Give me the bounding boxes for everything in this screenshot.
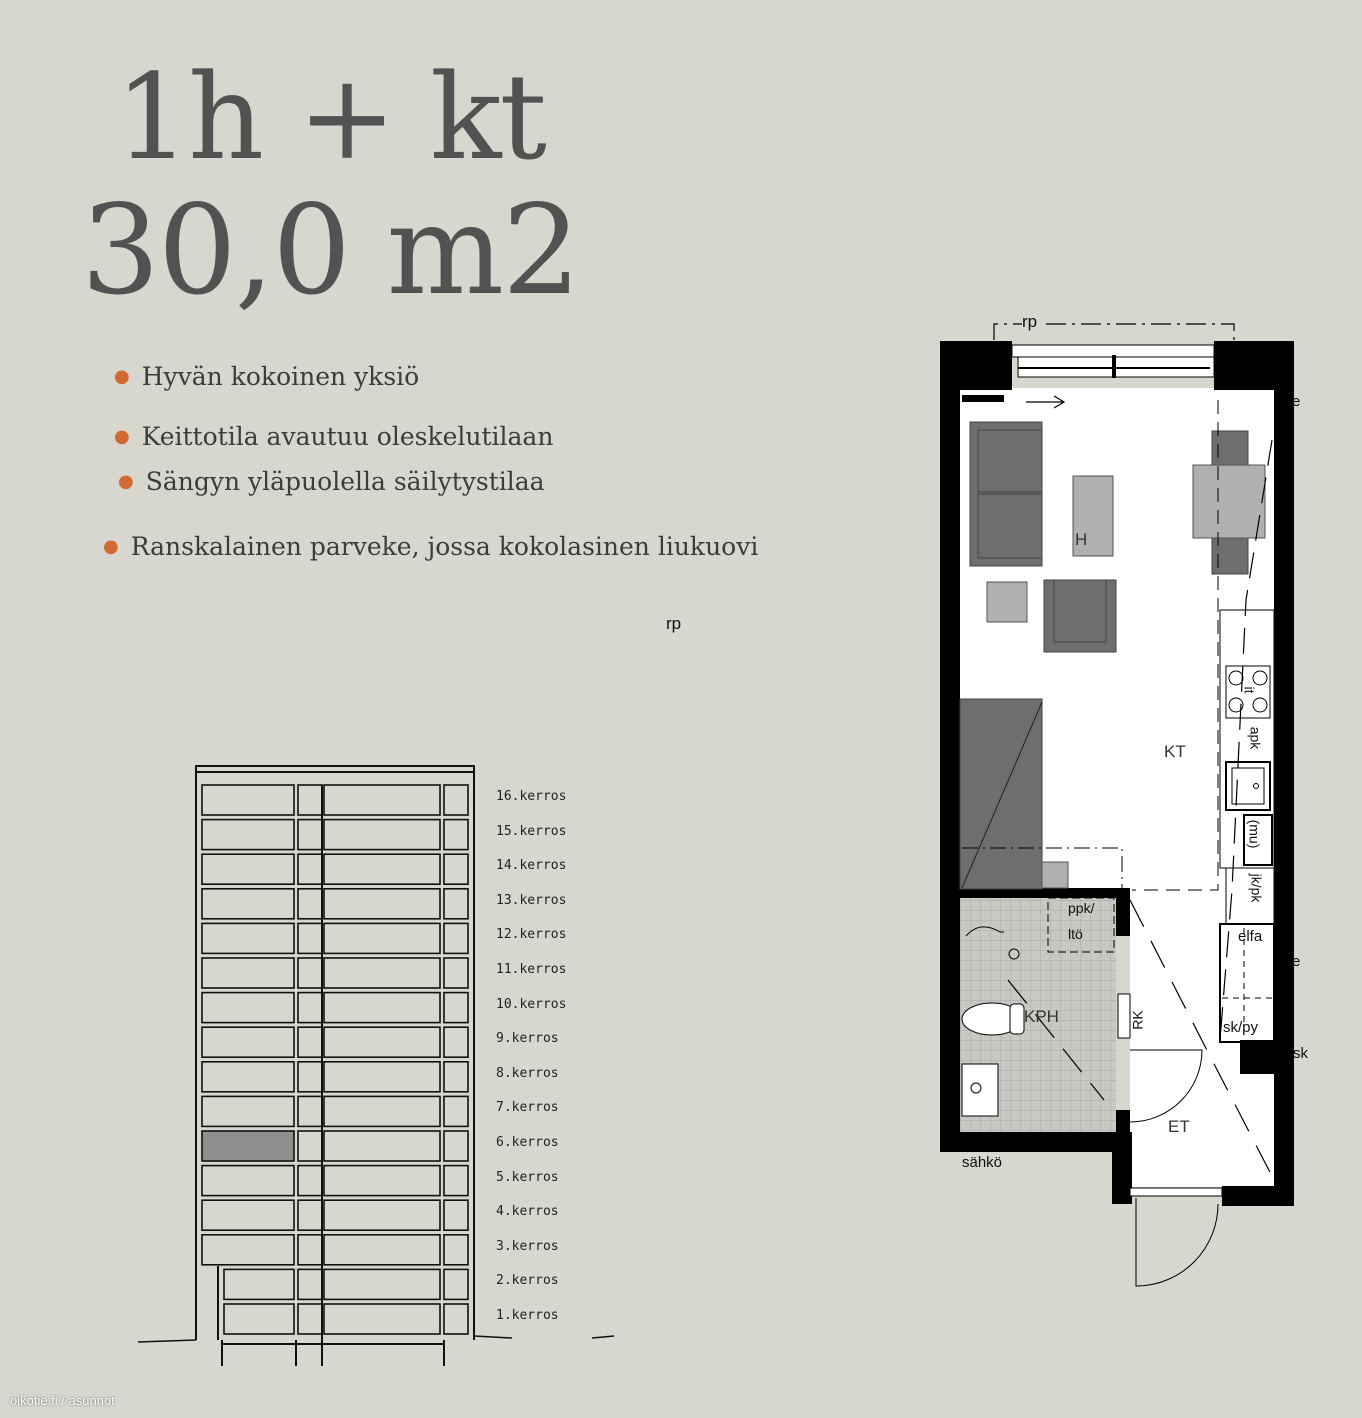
floor-unit-middle	[324, 1269, 440, 1299]
floor-unit-right	[444, 1269, 468, 1299]
feature-text: Ranskalainen parveke, jossa kokolasinen liukuovi	[130, 532, 759, 561]
floor-unit-right	[444, 1096, 468, 1126]
floor-unit-right	[444, 1166, 468, 1196]
floor-unit-middle	[324, 1027, 440, 1057]
label-it: it	[1241, 686, 1258, 694]
floor-stair	[298, 1235, 322, 1265]
floor-unit-right	[444, 958, 468, 988]
floor-unit-middle	[324, 1304, 440, 1334]
floor-unit-left	[224, 1304, 294, 1334]
label-rk: RK	[1129, 1010, 1146, 1030]
floor-label: 7.kerros	[496, 1100, 559, 1116]
floor-label: 10.kerros	[496, 996, 567, 1012]
floor-label: 2.kerros	[496, 1273, 559, 1289]
floor-unit-right	[444, 854, 468, 884]
floor-stair	[298, 1131, 322, 1161]
floor-label: 13.kerros	[496, 892, 567, 908]
floor-unit-middle	[324, 854, 440, 884]
floor-label: 6.kerros	[496, 1135, 559, 1150]
floor-stair	[298, 1269, 322, 1299]
floor-label: 14.kerros	[496, 858, 567, 874]
floor-label: 15.kerros	[496, 823, 567, 839]
floor-unit-left	[202, 923, 294, 953]
rooms-title: 1h + kt	[115, 48, 545, 186]
floor-unit-left	[202, 1131, 294, 1161]
label-e-top: e	[1292, 393, 1301, 410]
floor-unit-left	[202, 820, 294, 850]
feature-text: Keittotila avautuu oleskelutilaan	[141, 422, 554, 451]
floor-label: 8.kerros	[496, 1065, 559, 1081]
floor-unit-left	[202, 1235, 294, 1265]
room-label-kph: KPH	[1024, 1007, 1059, 1026]
floor-unit-middle	[324, 1166, 440, 1196]
floor-label: 12.kerros	[496, 927, 567, 943]
floor-unit-middle	[324, 1200, 440, 1230]
label-e-bottom: e	[1292, 953, 1301, 970]
floor-unit-left	[202, 889, 294, 919]
floor-label: 4.kerros	[496, 1204, 559, 1220]
floor-unit-right	[444, 785, 468, 815]
floor-unit-middle	[324, 1096, 440, 1126]
label-skpy: sk/py	[1223, 1019, 1259, 1036]
floor-unit-right	[444, 1062, 468, 1092]
floor-stair	[298, 1062, 322, 1092]
floor-unit-right	[444, 889, 468, 919]
bullet-dot-icon: ●	[114, 366, 130, 387]
floor-unit-right	[444, 1235, 468, 1265]
floor-unit-middle	[324, 958, 440, 988]
floor-stair	[298, 923, 322, 953]
floor-stair	[298, 889, 322, 919]
label-sahko: sähkö	[962, 1154, 1003, 1171]
floor-stair	[298, 785, 322, 815]
label-lto: ltö	[1068, 926, 1083, 942]
floor-unit-left	[202, 1096, 294, 1126]
floor-unit-middle	[324, 1235, 440, 1265]
floor-stair	[298, 1200, 322, 1230]
rp-label-top: rp	[1022, 312, 1038, 331]
label-elfa: elfa	[1238, 928, 1263, 945]
floor-unit-left	[202, 785, 294, 815]
floor-unit-right	[444, 1304, 468, 1334]
floor-unit-middle	[324, 923, 440, 953]
floor-label: 11.kerros	[496, 962, 567, 977]
room-label-kt: KT	[1164, 742, 1186, 761]
floor-stair	[298, 1096, 322, 1126]
floor-stair	[298, 1027, 322, 1057]
label-ppk: ppk/	[1068, 900, 1095, 916]
floor-unit-left	[202, 854, 294, 884]
floor-unit-left	[202, 1166, 294, 1196]
floor-unit-right	[444, 820, 468, 850]
floor-label: 16.kerros	[496, 789, 567, 804]
label-apk: apk	[1247, 726, 1264, 750]
floor-unit-right	[444, 993, 468, 1023]
label-jkpk: jk/pk	[1248, 873, 1265, 903]
feature-text: Hyvän kokoinen yksiö	[141, 362, 420, 391]
floor-unit-left	[202, 1062, 294, 1092]
floor-label: 1.kerros	[496, 1308, 559, 1323]
floor-label: 3.kerros	[496, 1238, 559, 1254]
floor-stair	[298, 1304, 322, 1334]
floor-unit-left	[202, 958, 294, 988]
floor-label: 9.kerros	[496, 1031, 559, 1047]
floor-unit-right	[444, 1131, 468, 1161]
floor-unit-right	[444, 923, 468, 953]
floor-unit-middle	[324, 820, 440, 850]
floor-stair	[298, 958, 322, 988]
floor-stair	[298, 820, 322, 850]
rp-label-left: rp	[666, 614, 682, 633]
floor-stair	[298, 993, 322, 1023]
floor-unit-left	[202, 993, 294, 1023]
floor-unit-left	[224, 1269, 294, 1299]
floor-label: 5.kerros	[496, 1169, 559, 1185]
bullet-dot-icon: ●	[118, 471, 134, 492]
floor-unit-left	[202, 1200, 294, 1230]
room-label-h: H	[1075, 530, 1088, 549]
feature-text: Sängyn yläpuolella säilytystilaa	[145, 467, 545, 496]
bullet-dot-icon: ●	[103, 536, 119, 557]
floor-unit-middle	[324, 785, 440, 815]
room-label-et: ET	[1168, 1117, 1190, 1136]
floor-stair	[298, 1166, 322, 1196]
label-sk: sk	[1293, 1045, 1308, 1062]
area-title: 30,0 m2	[81, 179, 579, 323]
source-watermark: oikotie.fi / asunnot	[10, 1393, 115, 1408]
label-mu: (mu)	[1246, 819, 1263, 849]
bullet-dot-icon: ●	[114, 426, 130, 447]
floor-unit-left	[202, 1027, 294, 1057]
floor-unit-middle	[324, 1062, 440, 1092]
floor-unit-right	[444, 1200, 468, 1230]
floor-unit-middle	[324, 889, 440, 919]
floor-unit-right	[444, 1027, 468, 1057]
floor-unit-middle	[324, 993, 440, 1023]
floor-stair	[298, 854, 322, 884]
floor-unit-middle	[324, 1131, 440, 1161]
